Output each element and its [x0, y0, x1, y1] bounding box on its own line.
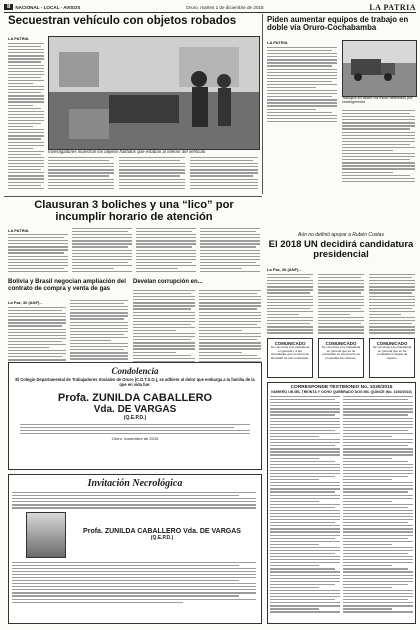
section-name: NACIONAL - LOCAL - AVISOS: [15, 4, 81, 10]
obituary-text-top: [12, 492, 256, 509]
vehicle-story-label: LA PATRIA: [8, 36, 29, 41]
condolence-suffix: (Q.E.P.D.): [123, 414, 147, 421]
un-story-text-3: [369, 274, 415, 336]
notice-title-1: COMUNICADO: [274, 341, 306, 346]
legal-notice-text-2: [343, 396, 413, 615]
boliches-text-1: [8, 234, 68, 274]
obituary-text-bottom: [12, 562, 256, 603]
un-story-text-1: [267, 274, 313, 336]
un-story-text-2: [318, 274, 364, 336]
vehicle-photo-scene: [49, 37, 259, 149]
notice-box-1: [267, 338, 313, 378]
section-rule: [4, 196, 262, 197]
boliches-text-4: [200, 228, 260, 274]
vehicle-story-text-2: [48, 157, 114, 191]
condolence-title: Condolencia: [111, 366, 159, 376]
vehicle-photo: [48, 36, 260, 150]
notice-text-3: Se comunica a la ciudadanía en general que se ha extraviado la tarjeta de registro.: [372, 345, 412, 360]
vehicle-photo-caption: Investigadores muestran los objetos hallados que estaban al interior del vehículo: [48, 149, 206, 154]
condolence-org: El Colegio Departamental de Trabajadores Sociales de Oruro (C.D.T.S.O.), se adhiere al dolor que embarga a la familia de la que en vida fue:: [15, 377, 255, 387]
bolivia-brasil-text-2: [70, 300, 128, 371]
notice-box-3: [369, 338, 415, 378]
notice-text-2: Se comunica a la ciudadanía en general que se ha extraviado un documento de propiedad del vehículo.: [321, 345, 361, 360]
un-story-headline: El 2018 UN decidirá candidatura presidencial: [268, 239, 414, 260]
legal-notice-text-1: [270, 396, 340, 615]
boliches-story-headline: Clausuran 3 boliches y una “lico” por incumplir horario de atención: [34, 199, 234, 223]
bolivia-brasil-label: La Paz, 30 (ANF).-: [8, 300, 42, 305]
un-story-kicker: Aún no definió apoyar a Rubén Costas: [298, 232, 384, 238]
bolivia-brasil-headline: Bolivia y Brasil negocian ampliación del contrato de compra y venta de gas: [8, 278, 126, 292]
devolution-headline: Develan corrupción en...: [133, 279, 203, 285]
page-date: Oruro, martes 1 de diciembre de 2015: [185, 4, 264, 10]
obituary-title: Invitación Necrológica: [87, 478, 183, 489]
vehicle-story-headline: Secuestran vehículo con objetos robados: [8, 15, 237, 27]
masthead-brand: LA PATRIA: [369, 2, 416, 12]
condolence-box: [8, 362, 262, 470]
trucks-photo-caption: Trabajos en doble vía están detenidos por contingencias: [342, 96, 413, 104]
vehicle-story-text-4: [190, 157, 258, 191]
trucks-photo: [342, 40, 417, 97]
obituary-suffix: (Q.E.P.D.): [150, 535, 174, 542]
obituary-name: Profa. ZUNILDA CABALLERO Vda. DE VARGAS: [83, 528, 241, 536]
vehicle-story-text-3: [119, 157, 185, 191]
devolution-text-1: [133, 290, 195, 367]
trucks-story-label: LA PATRIA: [267, 40, 288, 45]
notice-box-2: [318, 338, 364, 378]
notice-title-2: COMUNICADO: [325, 341, 357, 346]
column-divider: [262, 14, 263, 194]
condolence-place-date: Oruro, noviembre de 2015: [111, 436, 159, 442]
un-story-label: La Paz, 30 (ANF).-: [267, 267, 301, 272]
notice-text-1: Se comunica a la ciudadanía en general y a las autoridades que el carnet de identidad ha sido extraviado.: [270, 345, 310, 360]
trucks-story-headline: Piden aumentar equipos de trabajo en doble vía Oruro-Cochabamba: [267, 15, 409, 33]
trucks-story-text: [267, 47, 337, 124]
notice-title-3: COMUNICADO: [376, 341, 408, 346]
condolence-text: [20, 424, 250, 434]
obituary-portrait: [26, 512, 66, 558]
trucks-story-text-2: [342, 110, 415, 184]
boliches-story-label: LA PATRIA: [8, 228, 29, 233]
obituary-box: [8, 474, 262, 624]
legal-notice-box: [267, 382, 416, 624]
vehicle-story-text: [8, 43, 44, 191]
devolution-text-2: [199, 290, 261, 367]
legal-notice-title: CORRESPONDE TESTIMONIO No. 1030/2015: [290, 385, 393, 390]
condolence-name-2: Vda. DE VARGAS: [93, 403, 177, 415]
page-number: 8: [4, 4, 13, 10]
trucks-photo-scene: [343, 41, 416, 96]
legal-notice-subtitle: NUMERO UN MIL TREINTA Y OCHO QUEBRADO DOS MIL QUINCE (No. 1030/2015): [271, 390, 412, 394]
page-header: [4, 2, 416, 13]
boliches-text-3: [136, 228, 196, 274]
condolence-name: Profa. ZUNILDA CABALLERO: [57, 391, 213, 404]
boliches-text-2: [72, 228, 132, 274]
